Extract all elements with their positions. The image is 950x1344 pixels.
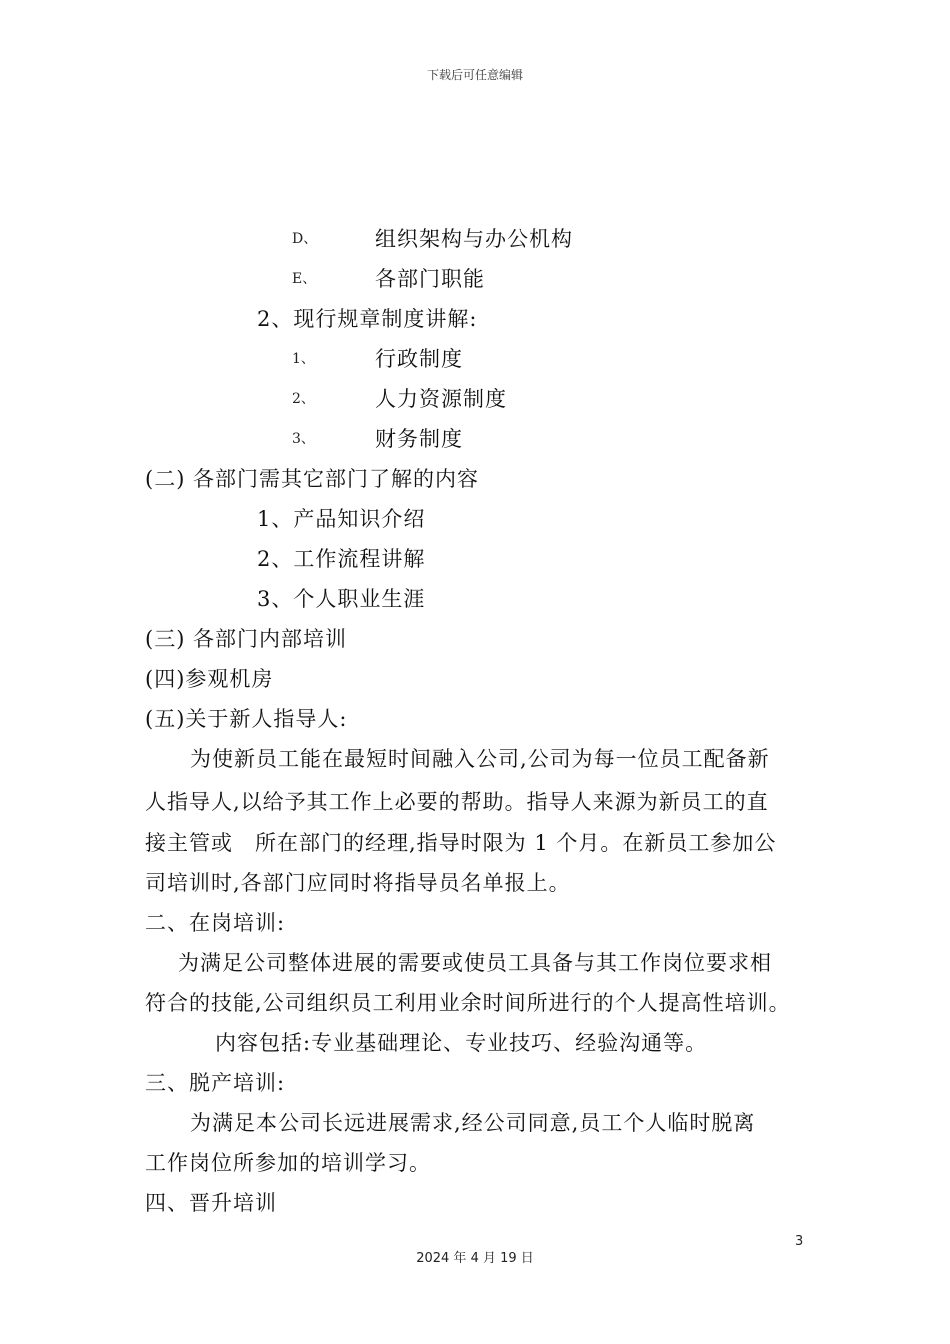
page-number: 3 [795, 1234, 804, 1249]
onjob-paragraph-line-2: 符合的技能,公司组织员工利用业余时间所进行的个人提高性培训。 [145, 991, 791, 1015]
item-d-marker: D、 [292, 231, 318, 247]
item-e-text: 各部门职能 [375, 267, 485, 291]
section-two-title: 二、在岗培训: [145, 911, 286, 935]
offjob-paragraph-line-1: 为满足本公司长远进展需求,经公司同意,员工个人临时脱离 [190, 1111, 756, 1135]
part-2-item-1: 1、产品知识介绍 [257, 507, 426, 531]
part-2-item-3: 3、个人职业生涯 [257, 587, 426, 611]
item-d-text: 组织架构与办公机构 [375, 227, 573, 251]
header-note: 下载后可任意编辑 [426, 68, 523, 82]
part-5-title: (五)关于新人指导人: [145, 707, 348, 731]
item-e-marker: E、 [292, 271, 317, 287]
part-4-title: (四)参观机房 [145, 667, 274, 691]
mentor-paragraph-line-1: 为使新员工能在最短时间融入公司,公司为每一位员工配备新 [190, 747, 770, 771]
mentor-paragraph-line-4: 司培训时,各部门应同时将指导员名单报上。 [145, 871, 571, 895]
section-three-title: 三、脱产培训: [145, 1071, 286, 1095]
onjob-paragraph-line-1: 为满足公司整体进展的需要或使员工具备与其工作岗位要求相 [178, 951, 772, 975]
sub-2-text: 人力资源制度 [375, 387, 507, 411]
sub-1-marker: 1、 [292, 351, 315, 367]
offjob-paragraph-line-2: 工作岗位所参加的培训学习。 [145, 1151, 431, 1175]
mentor-paragraph-line-3: 接主管或 所在部门的经理,指导时限为 1 个月。在新员工参加公 [145, 831, 777, 855]
sub-1-text: 行政制度 [375, 347, 463, 371]
sub-2-marker: 2、 [292, 391, 315, 407]
onjob-paragraph-line-3: 内容包括:专业基础理论、专业技巧、经验沟通等。 [215, 1031, 708, 1055]
part-3-title: (三) 各部门内部培训 [145, 627, 348, 651]
sub-3-marker: 3、 [292, 431, 315, 447]
part-2-item-2: 2、工作流程讲解 [257, 547, 426, 571]
section-four-title: 四、晋升培训 [145, 1191, 277, 1215]
section-2-title: 2、现行规章制度讲解: [257, 307, 478, 331]
mentor-paragraph-line-2: 人指导人,以给予其工作上必要的帮助。指导人来源为新员工的直 [145, 790, 769, 814]
part-2-title: (二) 各部门需其它部门了解的内容 [145, 467, 480, 491]
footer-date: 2024 年 4 月 19 日 [416, 1251, 534, 1266]
sub-3-text: 财务制度 [375, 427, 463, 451]
